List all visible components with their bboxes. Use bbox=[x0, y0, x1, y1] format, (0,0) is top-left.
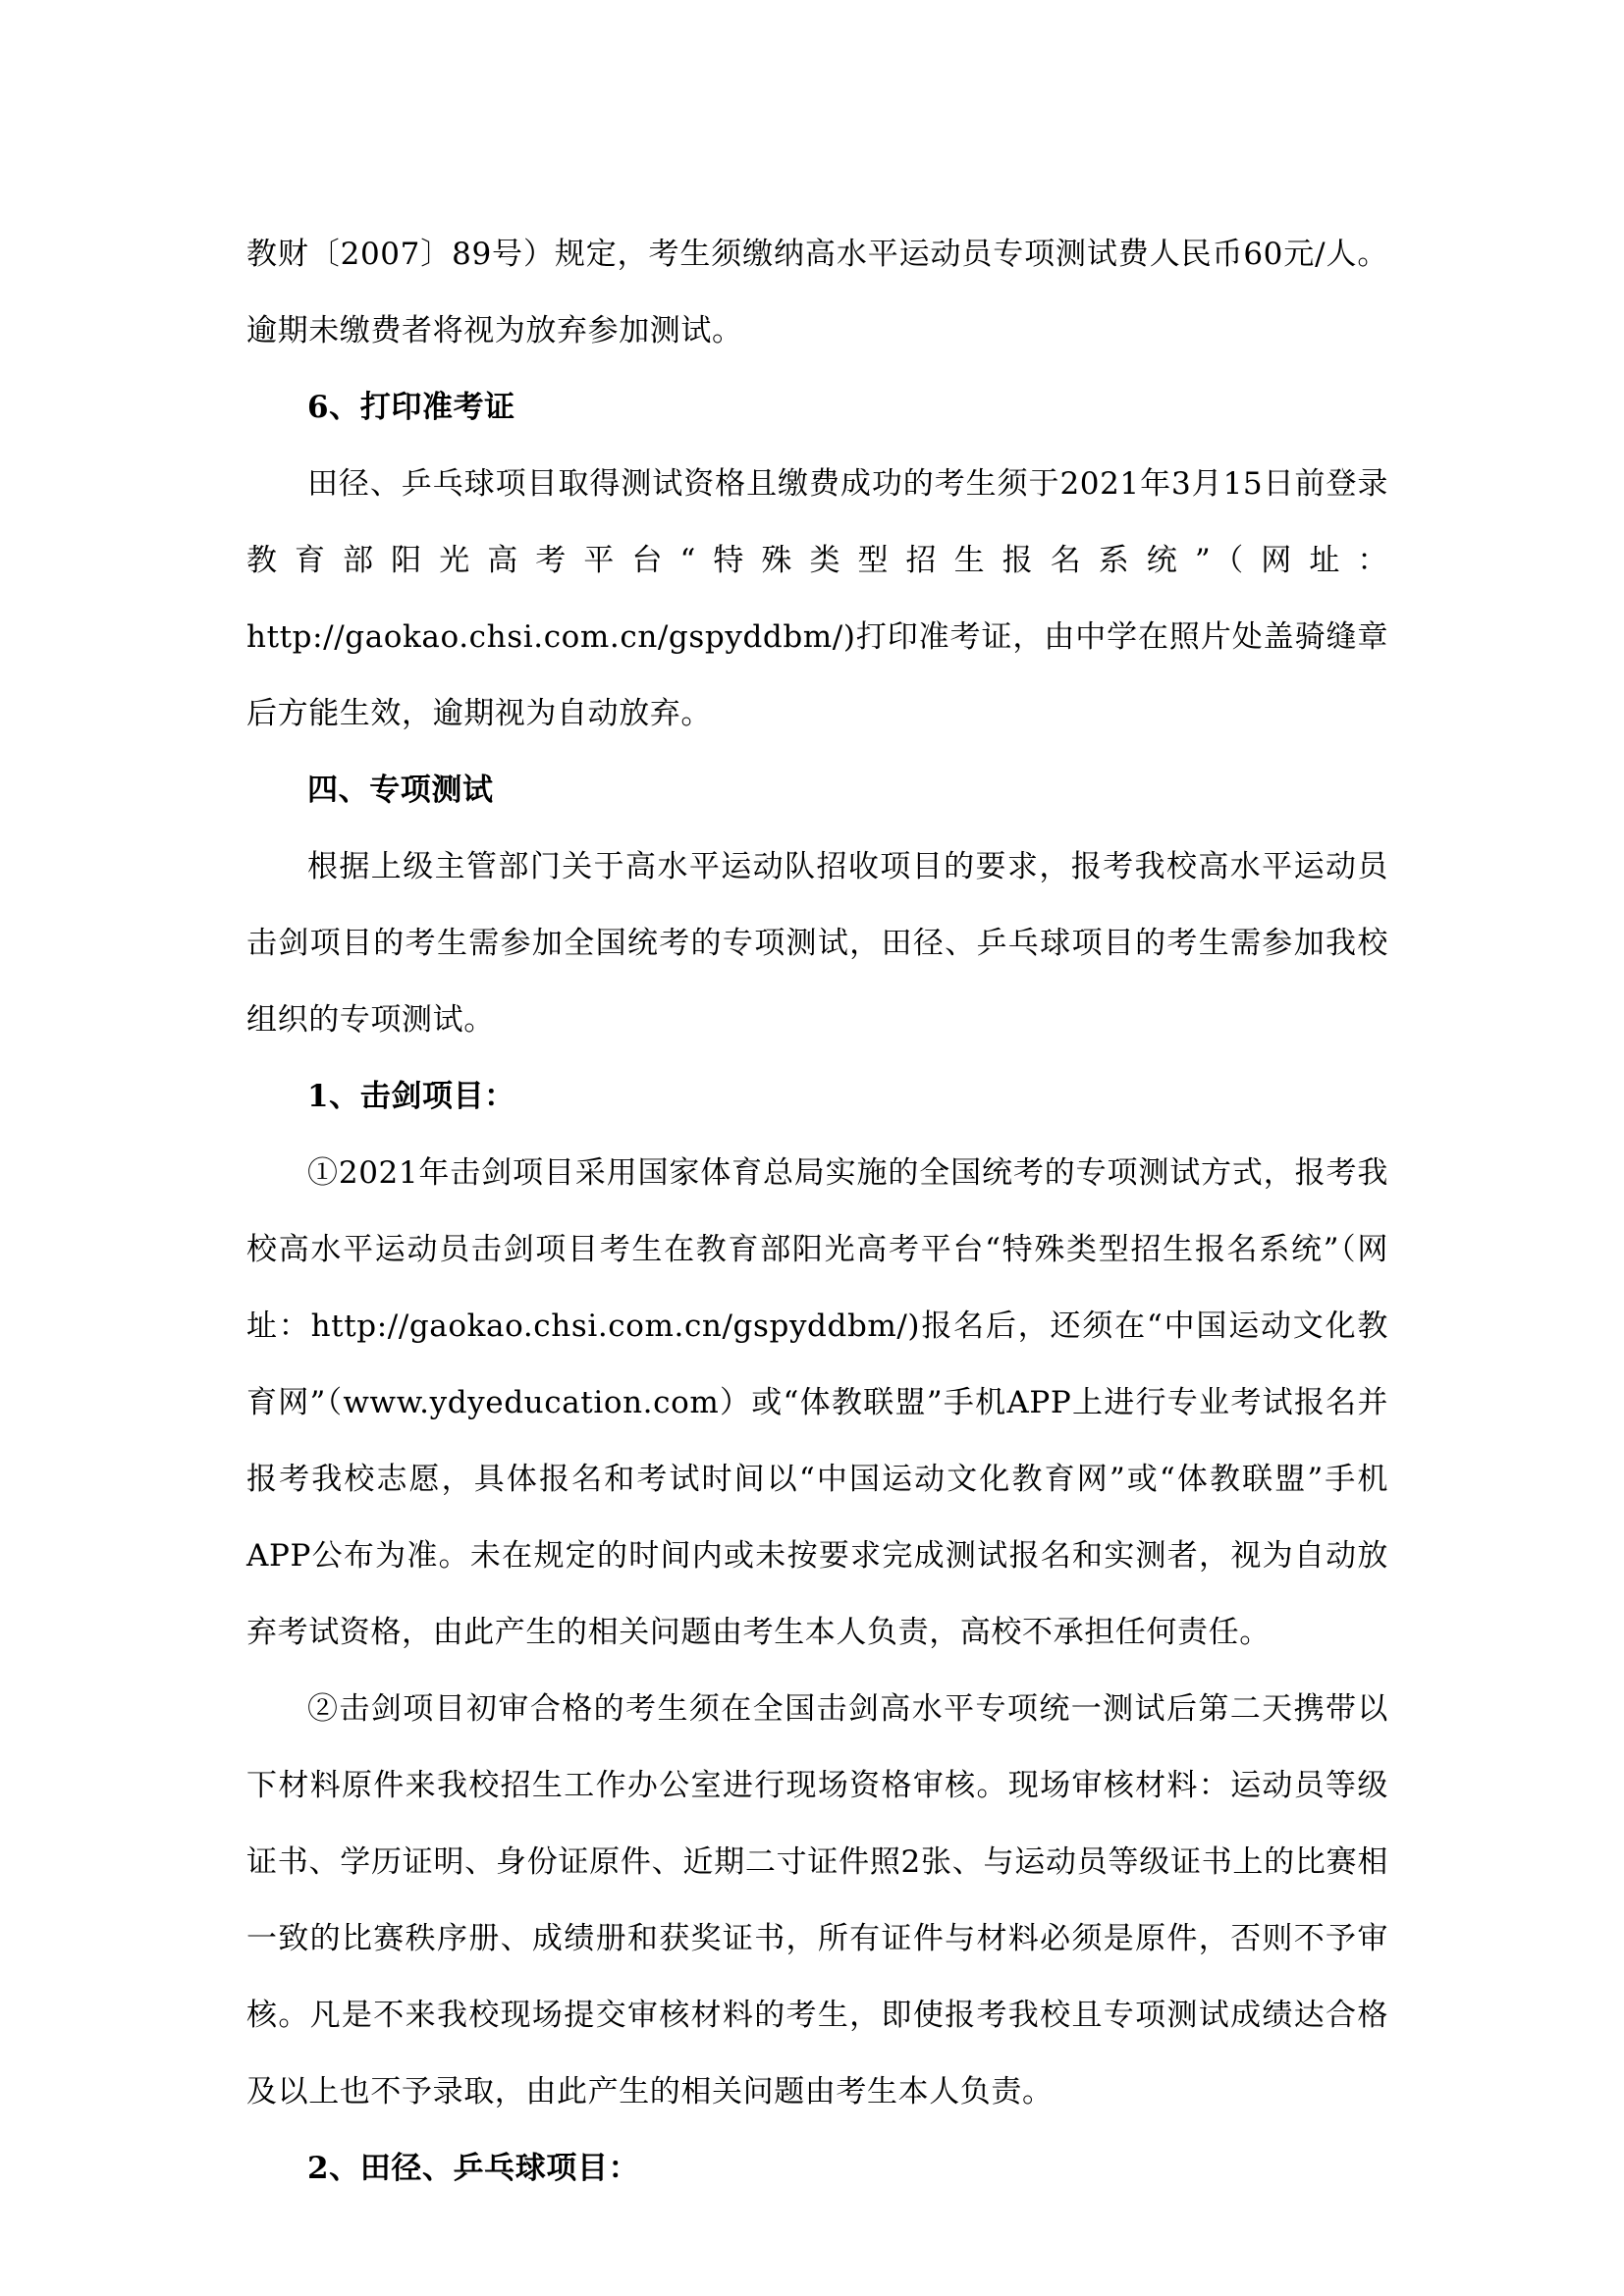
paragraph-special-test-intro: 根据上级主管部门关于高水平运动队招收项目的要求，报考我校高水平运动员击剑项目的考生需参加全国统考的专项测试，田径、乒乓球项目的考生需参加我校组织的专项测试。 bbox=[246, 849, 1388, 1038]
document-page bbox=[246, 216, 1388, 2207]
paragraph-fencing-2: ②击剑项目初审合格的考生须在全国击剑高水平专项统一测试后第二天携带以下材料原件来我校招生工作办公室进行现场资格审核。现场审核材料：运动员等级证书、学历证明、身份证原件、近期二寸证件照2张、与运动员等级证书上的比赛相一致的比赛秩序册、成绩册和获奖证书，所有证件与材料必须是原件，否则不予审核。凡是不来我校现场提交审核材料的考生，即使报考我校且专项测试成绩达合格及以上也不予录取，由此产生的相关问题由考生本人负责。 bbox=[246, 1691, 1388, 2109]
paragraph-fee: 教财〔2007〕89号）规定，考生须缴纳高水平运动员专项测试费人民币60元/人。逾期未缴费者将视为放弃参加测试。 bbox=[246, 237, 1388, 348]
heading-fencing: 1、击剑项目： bbox=[307, 1079, 515, 1114]
heading-special-test: 四、专项测试 bbox=[307, 773, 494, 808]
paragraph-fencing-1: ①2021年击剑项目采用国家体育总局实施的全国统考的专项测试方式，报考我校高水平运动员击剑项目考生在教育部阳光高考平台“特殊类型招生报名系统”（网址：http://gaokao.chsi.com.cn/gspyddbm/)报名后，还须在“中国运动文化教育网”（www.ydyeducation.com）或“体教联盟”手机APP上进行专业考试报名并报考我校志愿，具体报名和考试时间以“中国运动文化教育网”或“体教联盟”手机APP公布为准。未在规定的时间内或未按要求完成测试报名和实测者，视为自动放弃考试资格，由此产生的相关问题由考生本人负责，高校不承担任何责任。 bbox=[246, 1155, 1388, 1650]
heading-athletics-table-tennis: 2、田径、乒乓球项目： bbox=[307, 2151, 640, 2186]
heading-print-admission-ticket: 6、打印准考证 bbox=[307, 390, 515, 425]
paragraph-print-admission-ticket: 田径、乒乓球项目取得测试资格且缴费成功的考生须于2021年3月15日前登录教育部阳光高考平台“特殊类型招生报名系统”（网址：http://gaokao.chsi.com.cn/gspyddbm/)打印准考证，由中学在照片处盖骑缝章后方能生效，逾期视为自动放弃。 bbox=[246, 466, 1388, 731]
